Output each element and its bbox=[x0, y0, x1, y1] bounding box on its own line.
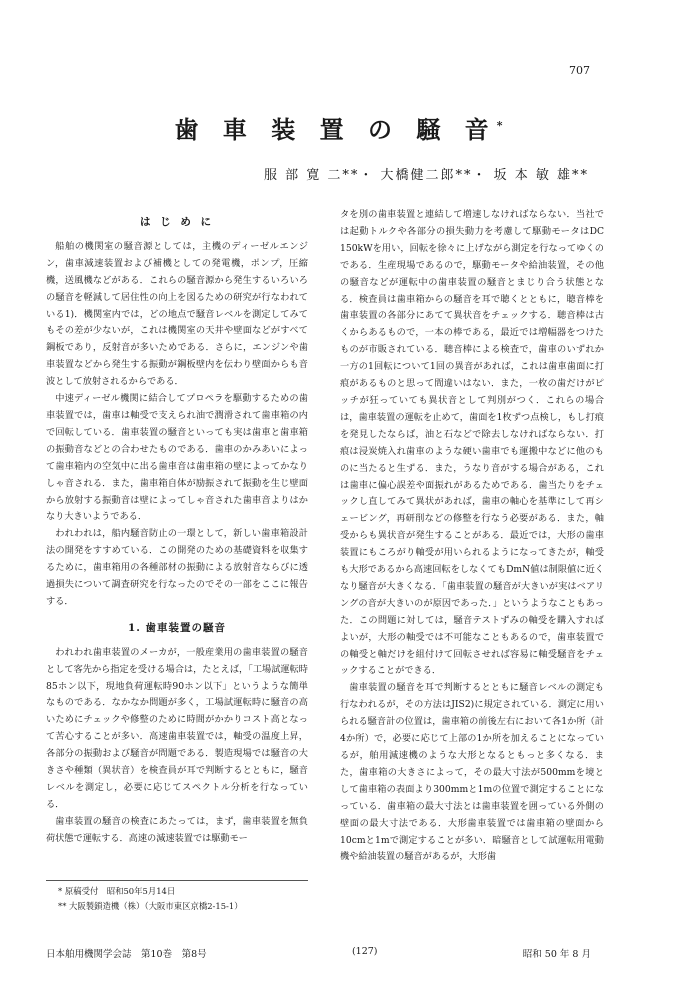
page-footer bbox=[46, 946, 591, 960]
footnotes bbox=[58, 884, 243, 914]
footnote-received: * 原稿受付 昭和50年5月14日 bbox=[58, 886, 176, 896]
footer-page-number: (127) bbox=[351, 946, 378, 957]
left-column bbox=[46, 210, 308, 848]
title-text: 歯 車 装 置 の 騒 音 bbox=[174, 115, 497, 144]
page-number: 707 bbox=[569, 64, 590, 77]
section-1-heading: 1. 歯車装置の騒音 bbox=[127, 621, 227, 634]
paragraph: 歯車装置の騒音を耳で判断するとともに騒音レベルの測定も行なわれるが，その方法はJIS2)に規定されている．測定に用いられる騒音計の位置は，歯車箱の前後左右において各1か所（計4か所）で，必要に応じて上部の1か所を加えることになっているが，舶用減速機のような大形となるともっと多くなる．また，歯車箱の大きさによって，その最大寸法が500mmを境として歯車箱の表面より300mmと1mの位置で測定することになっている．歯車箱の最大寸法とは歯車装置を囲っている外側の壁面の最大寸法である．大形歯車装置では歯車箱の壁面から10cmと1mで測定することが多い．暗騒音として試運転用電動機や給油装置の騒音があるが，大形歯 bbox=[340, 682, 604, 863]
paragraph: 船舶の機関室の騒音源としては，主機のディーゼルエンジン，歯車減速装置および補機としての発電機，ポンプ，圧縮機，送風機などがある．これらの騒音源から発生するいろいろの騒音を軽減して居住性の向上を図るための研究が行なわれている1)．機関室内では，どの地点で騒音レベルを測定してみてもその差が少ないが，これは機関室の天井や壁面などがすべて鋼板であり，反射音が多いためである．さらに，エンジンや歯車装置などから発生する振動が鋼板壁内を伝わり壁面からも音波として放射されるからである． bbox=[46, 240, 308, 388]
paragraph: われわれ歯車装置のメーカが，一般産業用の歯車装置の騒音として客先から指定を受ける場合は，たとえば，「工場試運転時85ホン以下，現地負荷運転時90ホン以下」というような簡単なものである．なかなか問題が多く，工場試運転時に騒音の高いためにチェックや修整のために時間がかかりコスト高となって苦心することが多い．高速歯車装置では，軸受の温度上昇，各部分の振動および騒音が問題である．製造現場では騒音の大きさや種類（異状音）を検査員が耳で判断するとともに，騒音レベルを測定し，必要に応じてスペクトル分析を行なっている． bbox=[46, 646, 308, 810]
paragraph: 歯車装置の騒音の検査にあたっては，まず，歯車装置を無負荷状態で運転する．高速の減速装置では駆動モー bbox=[46, 815, 308, 844]
paragraph: 中速ディーゼル機関に結合してプロペラを駆動するための歯車装置では，歯車は軸受で支えられ油で潤滑されて歯車箱の内で回転している．歯車装置の騒音といっても実は歯車と歯車箱の振動音などとの合わせたものである．歯車のかみあいによって歯車箱内の空気中に出る歯車音は歯車箱の壁によってかなりしゃ音される．また，歯車箱自体が励振されて振動を生じ壁面から放射する振動音は壁によってしゃ音された歯車音よりはかなり大きいようである． bbox=[46, 393, 308, 523]
author-list: 服 部 寛 二**・ 大橋健二郎**・ 坂 本 敏 雄** bbox=[263, 168, 589, 183]
footnote-divider bbox=[46, 880, 308, 881]
intro-heading: は じ め に bbox=[140, 216, 214, 228]
publication-date: 昭和 50 年 8 月 bbox=[522, 949, 591, 960]
journal-name: 日本舶用機関学会誌 第10巻 第8号 bbox=[46, 949, 207, 960]
footnote-affiliation: ** 大阪製鎖造機（株）（大阪市東区京橋2-15-1） bbox=[58, 901, 243, 911]
right-column bbox=[340, 207, 604, 866]
paragraph: タを別の歯車装置と連結して増速しなければならない．当社では起動トルクや各部分の損失動力を考慮して駆動モータはDC 150kWを用い，回転を徐々に上げながら測定を行なってゆくのである．生産現場であるので，駆動モータや給油装置，その他の騒音などが運転中の歯車装置の騒音とまじり合う状態となる．検査員は歯車箱からの騒音を耳で聴くとともに，聴音棒を歯車装置の各部分にあてて異状音をチェックする．聴音棒は古くからあるもので，一本の棒である，最近では増幅器をつけたものが市販されている．聴音棒による検査で，歯車のいずれか一方の1回転について1回の異音があれば，これは歯車歯面に打痕があるものと思って間違いはない．また，一枚の歯だけがピッチが狂っていても異状音として判別がつく．これらの場合は，歯車装置の運転を止めて，歯面を1枚ずつ点検し，もし打痕を発見したならば，油と石などで除去しなければならない．打痕は浸炭焼入れ歯車のような硬い歯車でも運搬中などに他のものに当たると生ずる．また，うなり音がする場合がある，これは歯車に偏心誤差や面振れがあるためである．歯当たりをチェックし直してみて異状があれば，歯車の軸心を基準にして再シェービング，再研削などの修整を行なう必要がある．また，軸受からも異状音が発生することがある．最近では，大形の歯車装置にもころがり軸受が用いられるようになってきたが，軸受も大形であるから高速回転をしなくてもDmN値は制限値に近くなり騒音が大きくなる．「歯車装置の騒音が大きいが実はベアリングの音が大きいのが原因であった．」というようなこともあった．この問題に対しては，騒音テストずみの軸受を購入すればよいが，大形の軸受では不可能なこともあるので，歯車装置での軸受と軸だけを組付けて回転させれば容易に軸受騒音をチェックすることができる． bbox=[340, 209, 604, 677]
title-footnote-mark: * bbox=[496, 119, 503, 132]
paragraph: われわれは，船内騒音防止の一環として，新しい歯車箱設計法の開発をすすめている．この開発のための基礎資料を収集するために，歯車箱用の各種部材の振動による放射音ならびに透過損失について調査研究を行なったのでその一部をここに報告する． bbox=[46, 528, 308, 607]
paper-title bbox=[0, 110, 677, 145]
